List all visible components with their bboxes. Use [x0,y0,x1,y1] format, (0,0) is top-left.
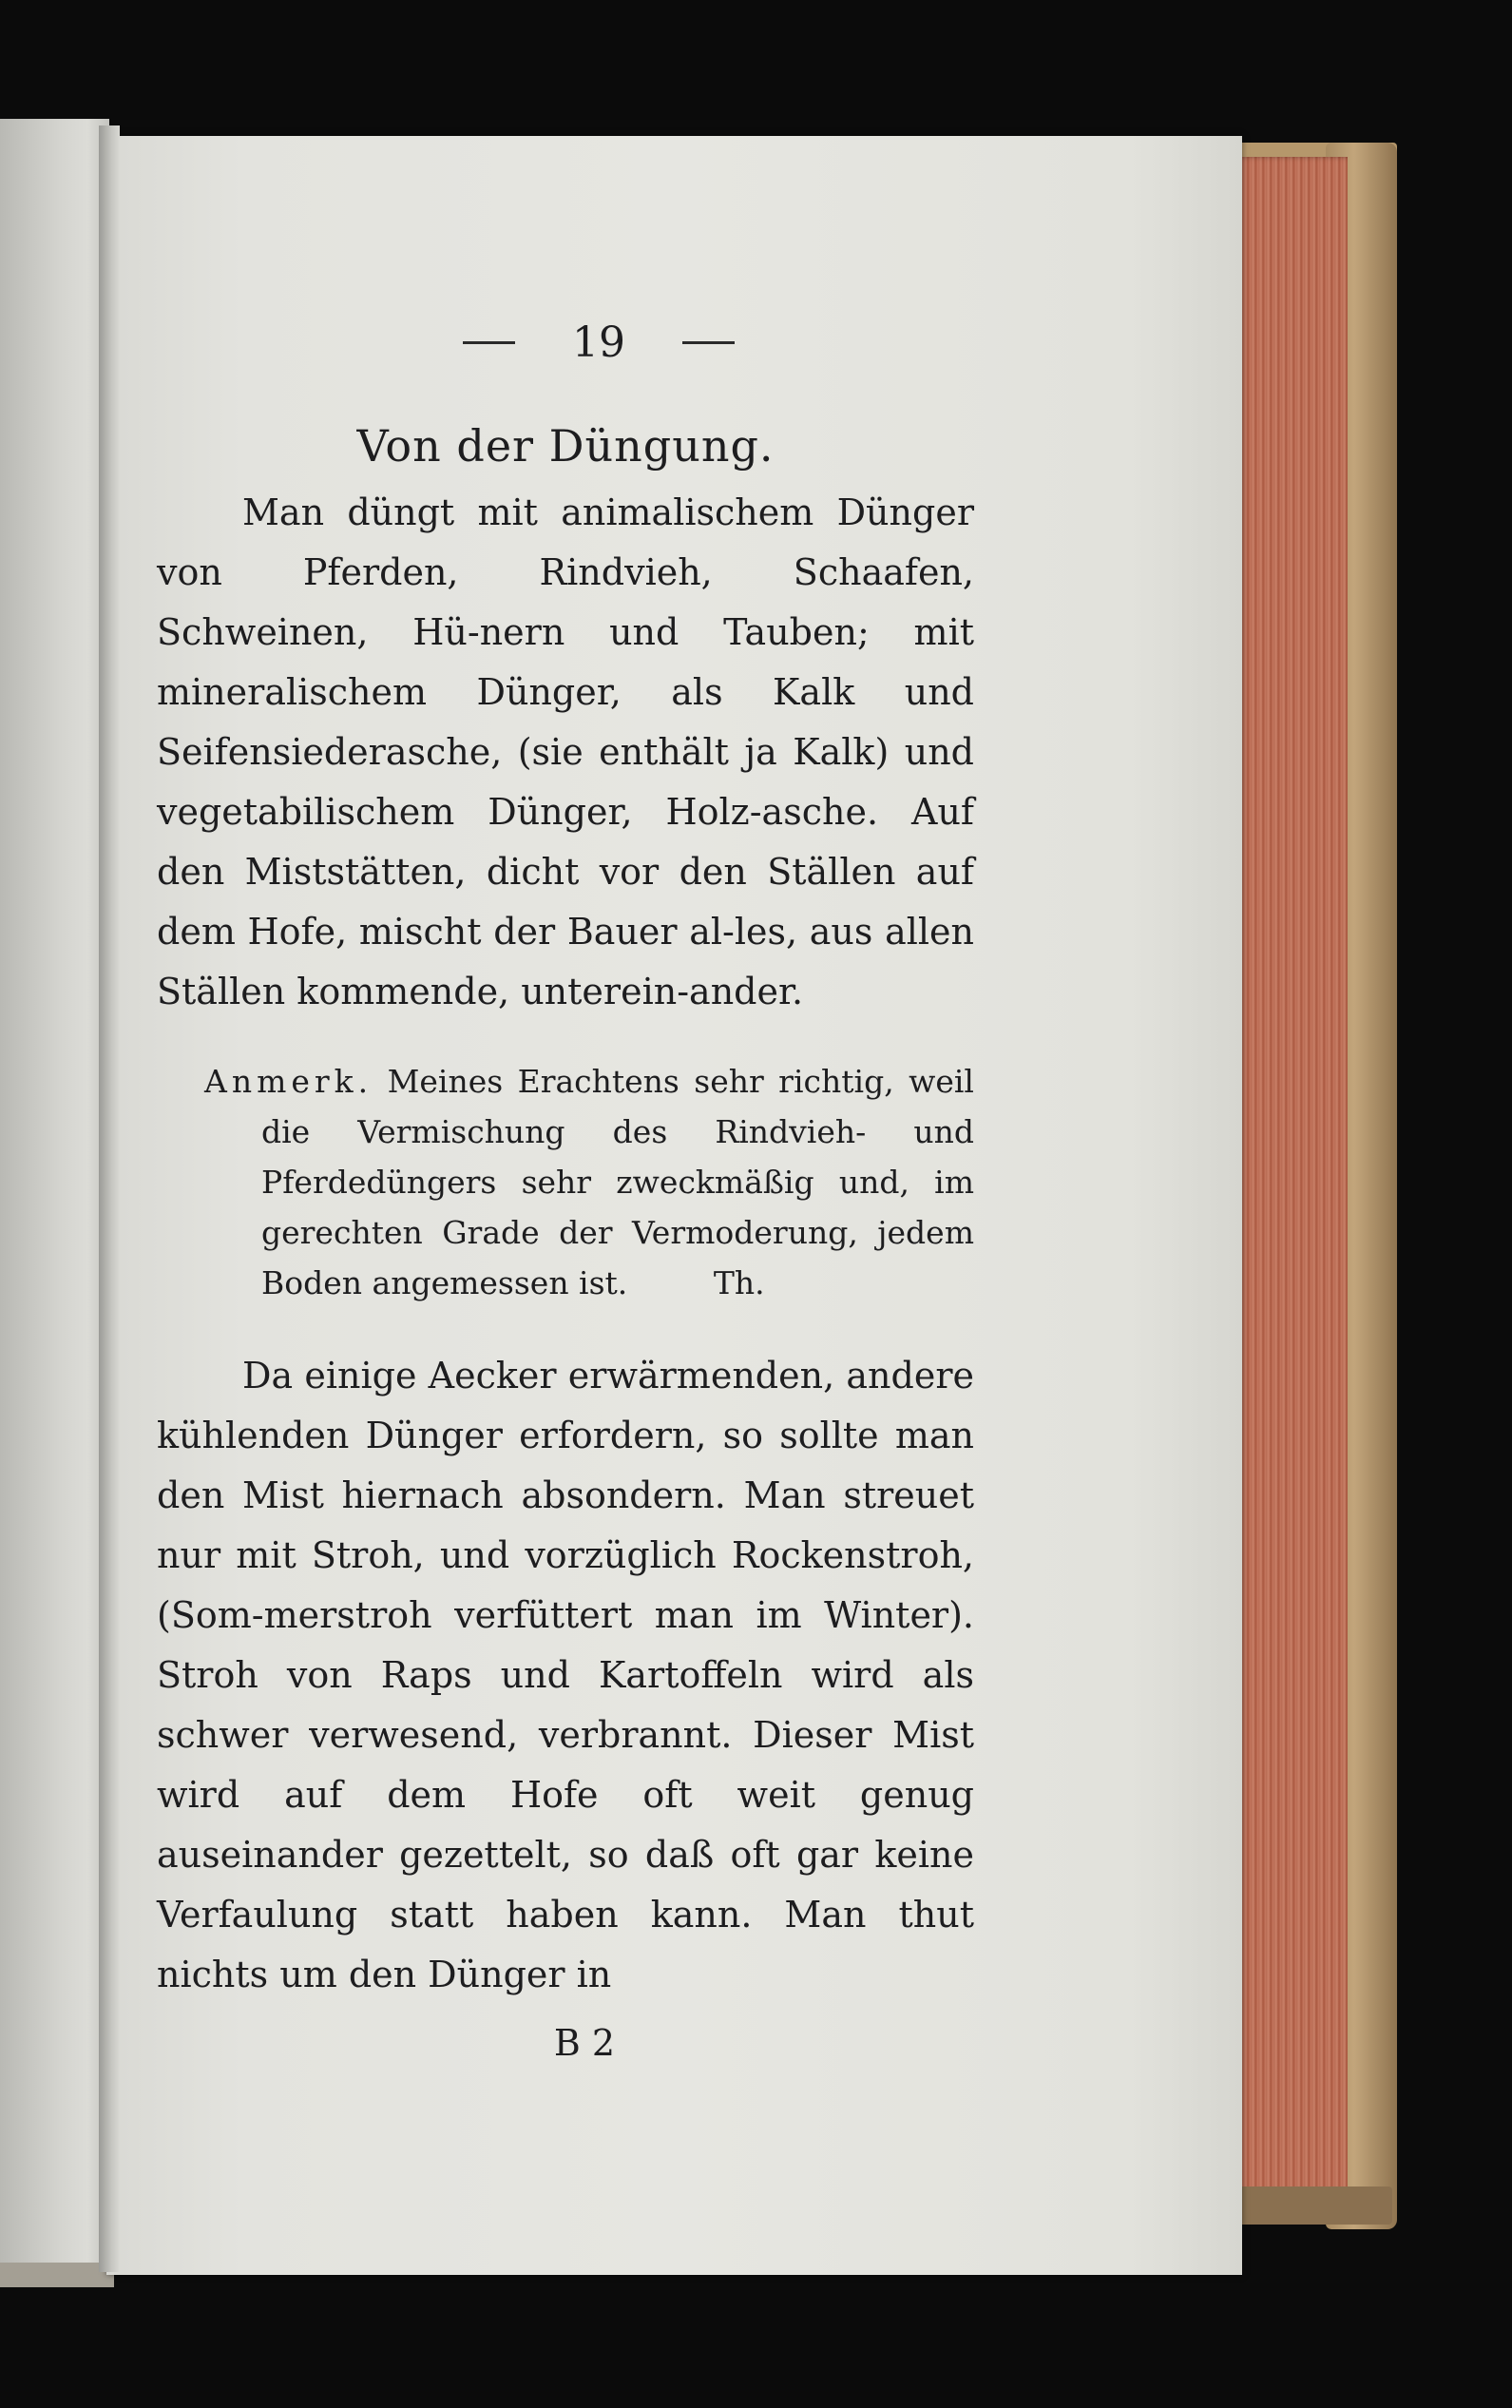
header-dash-right [682,341,735,344]
annotation-note: Anmerk. Meines Erachtens sehr richtig, weil die Vermischung des Rindvieh- und Pferdedüngers sehr zweckmäßig und, im gerechten Grade der Vermoderung, jedem Boden angemessen ist. Th. [204,1063,974,1301]
cover-board-bottom [1231,2186,1392,2225]
page-number: 19 [572,318,625,367]
running-header [223,314,974,371]
facing-page-edge [0,119,109,2272]
paragraph-2: Da einige Aecker erwärmenden, andere kühlenden Dünger erfordern, so sollte man den Mist hiernach absondern. Man streuet nur mit Stroh, und vorzüglich Rockenstroh, (Som-merstroh verfüttert man im Winter). Stroh von Raps und Kartoffeln wird als schwer verwesend, verbrannt. Dieser Mist wird auf dem Hofe oft weit genug auseinander gezettelt, so daß oft gar keine Verfaulung statt haben kann. Man thut nichts um den Dünger in [157,1355,974,1995]
page-block-fore-edge [1235,157,1348,2210]
section-heading: Von der Düngung. [356,420,775,472]
printer-signature-mark: B 2 [553,2022,616,2064]
note-label: Anmerk. [204,1063,373,1100]
gutter-shadow [99,125,120,2272]
paragraph-1: Man düngt mit animalischem Dünger von Pferden, Rindvieh, Schaafen, Schweinen, Hü-nern und Tauben; mit mineralischem Dünger, als Kalk und Seifensiederasche, (sie enthält ja Kalk) und vegetabilischem Dünger, Holz-asche. Auf den Miststätten, dicht vor den Ställen auf dem Hofe, mischt der Bauer al-les, aus allen Ställen kommende, unterein-ander. [157,491,974,1012]
page-text-block [157,314,974,2064]
header-dash-left [463,341,515,344]
facing-page-rim [0,2263,114,2287]
note-text: Meines Erachtens sehr richtig, weil die Vermischung des Rindvieh- und Pferdedüngers sehr zweckmäßig und, im gerechten Grade der Vermoderung, jedem Boden angemessen ist. [261,1063,974,1301]
